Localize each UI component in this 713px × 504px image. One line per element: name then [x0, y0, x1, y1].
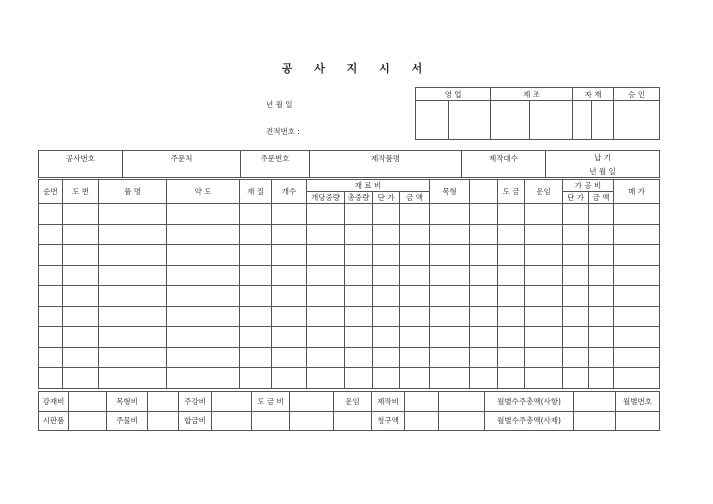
table-cell[interactable]: [563, 368, 589, 389]
table-row: [39, 224, 660, 245]
table-cell[interactable]: [63, 224, 99, 245]
table-cell[interactable]: [345, 224, 373, 245]
table-cell[interactable]: [614, 368, 660, 389]
table-cell[interactable]: [470, 306, 498, 327]
table-cell[interactable]: [272, 224, 307, 245]
table-cell[interactable]: [470, 224, 498, 245]
cost-summary-table: [38, 391, 660, 431]
approval-manufacturing: 제 조: [491, 88, 573, 101]
summary-blank[interactable]: [290, 411, 334, 431]
table-row: [39, 306, 660, 327]
col-unit-price: 단 가: [373, 192, 400, 204]
monthly-total-other-label: 월별수주총액(사제): [485, 411, 574, 431]
table-cell[interactable]: [563, 265, 589, 286]
casting-steel-label: 주강비: [179, 392, 212, 412]
table-cell[interactable]: [498, 347, 525, 368]
market-goods-label: 시판품: [39, 411, 69, 431]
table-cell[interactable]: [498, 224, 525, 245]
col-item-name: 품 명: [99, 180, 167, 204]
table-cell[interactable]: [240, 368, 272, 389]
table-cell[interactable]: [525, 306, 563, 327]
table-cell[interactable]: [400, 286, 430, 307]
table-cell[interactable]: [400, 306, 430, 327]
table-cell[interactable]: [589, 224, 614, 245]
date-label: 년 월 일: [266, 100, 293, 109]
table-cell[interactable]: [525, 347, 563, 368]
alloy-cost-label: 합금비: [179, 411, 212, 431]
table-cell[interactable]: [430, 224, 470, 245]
table-cell[interactable]: [99, 245, 167, 266]
table-cell[interactable]: [167, 347, 240, 368]
table-cell[interactable]: [373, 347, 400, 368]
project-header-table: [38, 150, 660, 178]
table-cell[interactable]: [373, 245, 400, 266]
table-cell[interactable]: [373, 286, 400, 307]
table-cell[interactable]: [589, 368, 614, 389]
table-row: [39, 204, 660, 225]
approval-cell[interactable]: [530, 101, 573, 140]
table-cell[interactable]: [525, 286, 563, 307]
table-cell[interactable]: [240, 286, 272, 307]
table-cell[interactable]: [400, 347, 430, 368]
casting-cost-label: 주물비: [107, 411, 148, 431]
table-cell[interactable]: [240, 204, 272, 225]
summary-blank[interactable]: [439, 392, 485, 412]
table-cell[interactable]: [307, 347, 345, 368]
plating-cost-value[interactable]: [290, 392, 334, 412]
production-cost-label: 제작비: [372, 392, 405, 412]
steel-cost-value[interactable]: [69, 392, 107, 412]
plating-cost-label: 도 금 비: [252, 392, 290, 412]
table-cell[interactable]: [430, 265, 470, 286]
table-cell[interactable]: [167, 327, 240, 348]
table-cell[interactable]: [307, 327, 345, 348]
approval-cell[interactable]: [614, 101, 660, 140]
table-cell[interactable]: [470, 265, 498, 286]
table-cell[interactable]: [272, 306, 307, 327]
client-label: 주문처: [123, 151, 241, 178]
monthly-no-value[interactable]: [616, 411, 660, 431]
delivery-cell: [546, 151, 660, 178]
table-cell[interactable]: [167, 204, 240, 225]
table-cell[interactable]: [240, 327, 272, 348]
table-cell[interactable]: [167, 245, 240, 266]
table-cell[interactable]: [272, 286, 307, 307]
table-cell[interactable]: [63, 368, 99, 389]
table-cell[interactable]: [614, 265, 660, 286]
table-cell[interactable]: [99, 265, 167, 286]
table-cell[interactable]: [614, 327, 660, 348]
table-cell[interactable]: [63, 347, 99, 368]
table-cell[interactable]: [99, 204, 167, 225]
summary-blank[interactable]: [252, 411, 290, 431]
table-cell[interactable]: [430, 286, 470, 307]
table-row: [39, 265, 660, 286]
monthly-total-company-value[interactable]: [574, 392, 616, 412]
delivery-date-label: 년 월 일: [589, 166, 616, 176]
table-cell[interactable]: [99, 224, 167, 245]
approval-box: [415, 87, 660, 140]
table-cell[interactable]: [400, 204, 430, 225]
approval-approve: 승 인: [614, 88, 660, 101]
col-material: 재 질: [240, 180, 272, 204]
table-cell[interactable]: [63, 327, 99, 348]
table-cell[interactable]: [614, 286, 660, 307]
table-cell[interactable]: [470, 368, 498, 389]
alloy-cost-value[interactable]: [212, 411, 252, 431]
table-cell[interactable]: [614, 224, 660, 245]
table-cell[interactable]: [307, 286, 345, 307]
table-cell[interactable]: [167, 224, 240, 245]
table-cell[interactable]: [525, 245, 563, 266]
col-freight: 운임: [525, 180, 563, 204]
table-cell[interactable]: [589, 327, 614, 348]
table-cell[interactable]: [39, 265, 63, 286]
col-proc-unit-price: 단 가: [563, 192, 589, 204]
table-cell[interactable]: [498, 286, 525, 307]
table-cell[interactable]: [99, 347, 167, 368]
table-cell[interactable]: [430, 306, 470, 327]
table-row: [39, 347, 660, 368]
pattern-cost-value[interactable]: [148, 392, 179, 412]
table-cell[interactable]: [39, 347, 63, 368]
table-cell[interactable]: [373, 368, 400, 389]
table-cell[interactable]: [63, 265, 99, 286]
table-cell[interactable]: [39, 245, 63, 266]
col-abbrev: 약 도: [167, 180, 240, 204]
table-cell[interactable]: [614, 245, 660, 266]
table-cell[interactable]: [563, 347, 589, 368]
table-cell[interactable]: [563, 327, 589, 348]
table-row: [39, 286, 660, 307]
table-cell[interactable]: [345, 327, 373, 348]
table-cell[interactable]: [39, 224, 63, 245]
col-count: 개수: [272, 180, 307, 204]
table-cell[interactable]: [498, 204, 525, 225]
table-cell[interactable]: [470, 347, 498, 368]
project-no-label: 공사번호: [39, 151, 123, 178]
table-cell[interactable]: [99, 368, 167, 389]
table-cell[interactable]: [589, 245, 614, 266]
table-cell[interactable]: [39, 327, 63, 348]
col-proc-amount: 금 액: [589, 192, 614, 204]
col-drawing-no: 도 번: [63, 180, 99, 204]
table-cell[interactable]: [240, 265, 272, 286]
col-amount: 금 액: [400, 192, 430, 204]
table-cell[interactable]: [167, 368, 240, 389]
table-cell[interactable]: [400, 327, 430, 348]
table-cell[interactable]: [563, 204, 589, 225]
item-rows: [39, 204, 660, 389]
product-name-label: 제작품명: [310, 151, 462, 178]
table-cell[interactable]: [563, 245, 589, 266]
col-sale-price: 매 가: [614, 180, 660, 204]
table-cell[interactable]: [272, 265, 307, 286]
table-cell[interactable]: [525, 204, 563, 225]
table-cell[interactable]: [589, 347, 614, 368]
col-material-cost: 재 료 비: [307, 180, 430, 192]
monthly-no-label: 월별번호: [616, 392, 660, 412]
table-cell[interactable]: [400, 368, 430, 389]
table-cell[interactable]: [589, 204, 614, 225]
table-cell[interactable]: [470, 245, 498, 266]
quantity-label: 제작대수: [462, 151, 546, 178]
approval-cell[interactable]: [573, 101, 592, 140]
freight-label: 운임: [334, 392, 372, 412]
table-cell[interactable]: [373, 306, 400, 327]
table-cell[interactable]: [498, 245, 525, 266]
table-cell[interactable]: [307, 368, 345, 389]
estimate-number-label: 견적번호 :: [266, 127, 300, 136]
table-cell[interactable]: [430, 368, 470, 389]
steel-cost-label: 강재비: [39, 392, 69, 412]
col-seq: 순번: [39, 180, 63, 204]
casting-cost-value[interactable]: [148, 411, 179, 431]
approval-cell[interactable]: [491, 101, 530, 140]
table-cell[interactable]: [307, 204, 345, 225]
table-cell[interactable]: [39, 204, 63, 225]
table-cell[interactable]: [498, 368, 525, 389]
table-cell[interactable]: [430, 347, 470, 368]
table-cell[interactable]: [272, 327, 307, 348]
table-cell[interactable]: [39, 368, 63, 389]
delivery-label: 납 기: [594, 152, 611, 162]
freight-value[interactable]: [334, 411, 372, 431]
table-cell[interactable]: [614, 347, 660, 368]
approval-materials: 자 재: [573, 88, 614, 101]
table-cell[interactable]: [39, 306, 63, 327]
table-cell[interactable]: [345, 265, 373, 286]
table-cell[interactable]: [345, 204, 373, 225]
table-cell[interactable]: [272, 245, 307, 266]
approval-cell[interactable]: [416, 101, 449, 140]
col-unit-weight: 개당중량: [307, 192, 345, 204]
table-cell[interactable]: [240, 347, 272, 368]
col-processing-cost: 가 공 비: [563, 180, 614, 192]
pattern-cost-label: 목형비: [107, 392, 148, 412]
table-row: [39, 245, 660, 266]
table-cell[interactable]: [525, 327, 563, 348]
table-cell[interactable]: [525, 265, 563, 286]
table-cell[interactable]: [589, 306, 614, 327]
table-cell[interactable]: [167, 265, 240, 286]
table-cell[interactable]: [240, 245, 272, 266]
table-cell[interactable]: [563, 224, 589, 245]
market-goods-value[interactable]: [69, 411, 107, 431]
table-cell[interactable]: [589, 265, 614, 286]
table-cell[interactable]: [498, 306, 525, 327]
table-cell[interactable]: [307, 265, 345, 286]
table-cell[interactable]: [345, 368, 373, 389]
table-cell[interactable]: [373, 265, 400, 286]
table-cell[interactable]: [614, 204, 660, 225]
table-cell[interactable]: [498, 327, 525, 348]
production-cost-value[interactable]: [405, 392, 439, 412]
monthly-total-company-label: 월별수주총액(사항): [485, 392, 574, 412]
invoice-label: 청구액: [372, 411, 405, 431]
table-cell[interactable]: [345, 245, 373, 266]
table-cell[interactable]: [272, 204, 307, 225]
table-cell[interactable]: [563, 286, 589, 307]
table-cell[interactable]: [167, 286, 240, 307]
table-cell[interactable]: [470, 327, 498, 348]
table-cell[interactable]: [373, 204, 400, 225]
table-cell[interactable]: [272, 347, 307, 368]
table-cell[interactable]: [430, 245, 470, 266]
table-cell[interactable]: [563, 306, 589, 327]
table-cell[interactable]: [614, 306, 660, 327]
document-title: 공 사 지 시 서: [281, 62, 432, 75]
table-cell[interactable]: [525, 368, 563, 389]
table-cell[interactable]: [307, 245, 345, 266]
table-row: [39, 327, 660, 348]
col-total-weight: 총중량: [345, 192, 373, 204]
table-cell[interactable]: [345, 306, 373, 327]
table-cell[interactable]: [63, 286, 99, 307]
table-cell[interactable]: [470, 286, 498, 307]
col-plating: 도 금: [498, 180, 525, 204]
approval-sales: 영 업: [416, 88, 491, 101]
table-cell[interactable]: [99, 286, 167, 307]
item-table: [38, 179, 660, 389]
approval-cell[interactable]: [449, 101, 491, 140]
table-cell[interactable]: [498, 265, 525, 286]
order-no-label: 주문번호: [241, 151, 310, 178]
approval-cell[interactable]: [592, 101, 614, 140]
invoice-value[interactable]: [405, 411, 439, 431]
col-blank: [470, 180, 498, 204]
table-cell[interactable]: [63, 306, 99, 327]
table-cell[interactable]: [39, 286, 63, 307]
table-cell[interactable]: [373, 327, 400, 348]
table-cell[interactable]: [240, 224, 272, 245]
table-cell[interactable]: [307, 306, 345, 327]
table-cell[interactable]: [589, 286, 614, 307]
table-cell[interactable]: [167, 306, 240, 327]
table-cell[interactable]: [470, 204, 498, 225]
table-cell[interactable]: [272, 368, 307, 389]
table-cell[interactable]: [400, 245, 430, 266]
table-cell[interactable]: [400, 224, 430, 245]
table-cell[interactable]: [63, 204, 99, 225]
summary-blank[interactable]: [439, 411, 485, 431]
table-cell[interactable]: [307, 224, 345, 245]
table-cell[interactable]: [345, 347, 373, 368]
table-cell[interactable]: [99, 306, 167, 327]
table-cell[interactable]: [240, 306, 272, 327]
table-cell[interactable]: [99, 327, 167, 348]
table-cell[interactable]: [400, 265, 430, 286]
table-cell[interactable]: [430, 327, 470, 348]
table-row: [39, 368, 660, 389]
table-cell[interactable]: [63, 245, 99, 266]
table-cell[interactable]: [345, 286, 373, 307]
table-cell[interactable]: [430, 204, 470, 225]
table-cell[interactable]: [525, 224, 563, 245]
monthly-total-other-value[interactable]: [574, 411, 616, 431]
casting-steel-value[interactable]: [212, 392, 252, 412]
col-pattern: 목형: [430, 180, 470, 204]
table-cell[interactable]: [373, 224, 400, 245]
